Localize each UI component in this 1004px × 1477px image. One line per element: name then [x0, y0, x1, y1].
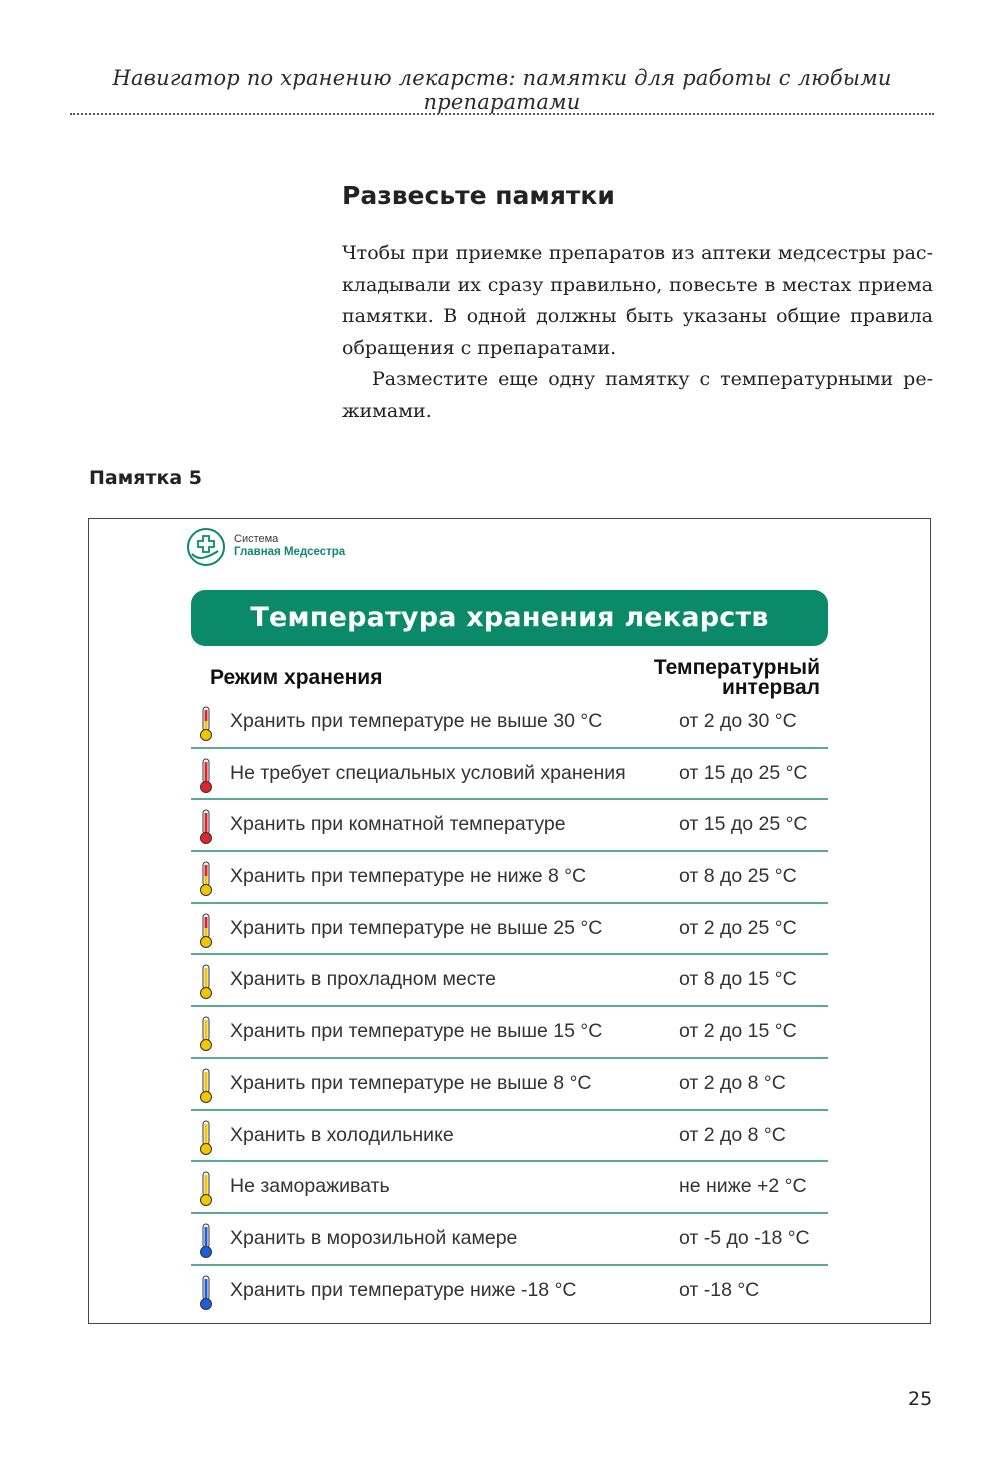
storage-regime: Хранить при температуре не выше 15 °C: [230, 1020, 603, 1043]
table-row: [191, 1059, 828, 1111]
temperature-range: от -5 до -18 °C: [679, 1226, 810, 1249]
storage-regime: Хранить при температуре не выше 25 °C: [230, 916, 603, 939]
table-row: [191, 1266, 828, 1318]
column-header-range: [620, 658, 820, 698]
storage-regime: Хранить при температуре ниже -18 °C: [230, 1278, 577, 1301]
temperature-range: от 2 до 15 °C: [679, 1020, 797, 1043]
thermometer-red-icon: [197, 758, 215, 794]
temperature-range: от 15 до 25 °C: [679, 813, 808, 836]
thermometer-yellow-icon: [197, 1120, 215, 1156]
temperature-range: от 8 до 25 °C: [679, 865, 797, 888]
table-row: [191, 1214, 828, 1266]
storage-table: [191, 697, 828, 1317]
thermometer-red-yellow-icon: [197, 913, 215, 949]
logo-text-brand: Главная Медсестра: [234, 546, 346, 558]
page-number: 25: [908, 1388, 933, 1410]
temperature-range: от 2 до 25 °C: [679, 916, 797, 939]
table-row: [191, 904, 828, 956]
table-row: [191, 852, 828, 904]
temperature-range: не ниже +2 °C: [679, 1175, 807, 1198]
column-header-range-line1: Температурный: [653, 656, 820, 679]
column-header-range-line2: интервал: [721, 676, 820, 699]
thermometer-blue-icon: [197, 1223, 215, 1259]
storage-regime: Хранить при комнатной температуре: [230, 813, 566, 836]
paragraph: Разместите еще одну памятку с температурными режимами.: [342, 368, 933, 422]
storage-regime: Хранить в холодильнике: [230, 1123, 454, 1146]
temperature-range: от 2 до 30 °C: [679, 710, 797, 732]
temperature-range: от -18 °C: [679, 1278, 760, 1301]
storage-regime: Хранить в прохладном месте: [230, 968, 497, 991]
table-row: [191, 800, 828, 852]
thermometer-yellow-icon: [197, 1016, 215, 1052]
temperature-range: от 8 до 15 °C: [679, 968, 797, 991]
thermometer-yellow-icon: [197, 964, 215, 1000]
temperature-range: от 15 до 25 °C: [679, 761, 808, 784]
storage-regime: Хранить при температуре не выше 30 °C: [230, 710, 603, 732]
storage-regime: Не требует специальных условий хранения: [230, 761, 626, 784]
storage-regime: Хранить при температуре не выше 8 °C: [230, 1071, 592, 1094]
table-row: [191, 1111, 828, 1163]
logo-text-system: Система: [234, 533, 279, 545]
memo-title-banner: Температура хранения лекарств: [191, 590, 828, 646]
paragraph: Чтобы при приемке препаратов из аптеки медсестры раскладывали их сразу правильно, повесьте в местах приема памятки. В одной должны быть указаны общие правила обращения с препаратами.: [342, 242, 933, 359]
thermometer-red-yellow-icon: [197, 861, 215, 897]
storage-regime: Хранить при температуре не ниже 8 °C: [230, 865, 587, 888]
memo-label: Памятка 5: [89, 467, 203, 489]
temperature-range: от 2 до 8 °C: [679, 1123, 786, 1146]
column-header-regime: Режим хранения: [210, 666, 383, 689]
section-title: Развесьте памятки: [342, 181, 615, 210]
thermometer-blue-icon: [197, 1275, 215, 1311]
thermometer-yellow-icon: [197, 1171, 215, 1207]
thermometer-red-icon: [197, 809, 215, 845]
header-divider: [70, 113, 934, 115]
body-text: [342, 238, 933, 427]
table-row: [191, 955, 828, 1007]
temperature-range: от 2 до 8 °C: [679, 1071, 786, 1094]
storage-regime: Не замораживать: [230, 1175, 390, 1198]
thermometer-red-yellow-icon: [197, 706, 215, 742]
cross-in-hand-icon: [186, 527, 226, 567]
table-row: [191, 1162, 828, 1214]
thermometer-yellow-icon: [197, 1068, 215, 1104]
table-row: [191, 749, 828, 801]
table-row: [191, 1007, 828, 1059]
table-row: [191, 697, 828, 749]
storage-regime: Хранить в морозильной камере: [230, 1226, 518, 1249]
running-head: Навигатор по хранению лекарств: памятки для работы с любыми препаратами: [112, 66, 892, 114]
